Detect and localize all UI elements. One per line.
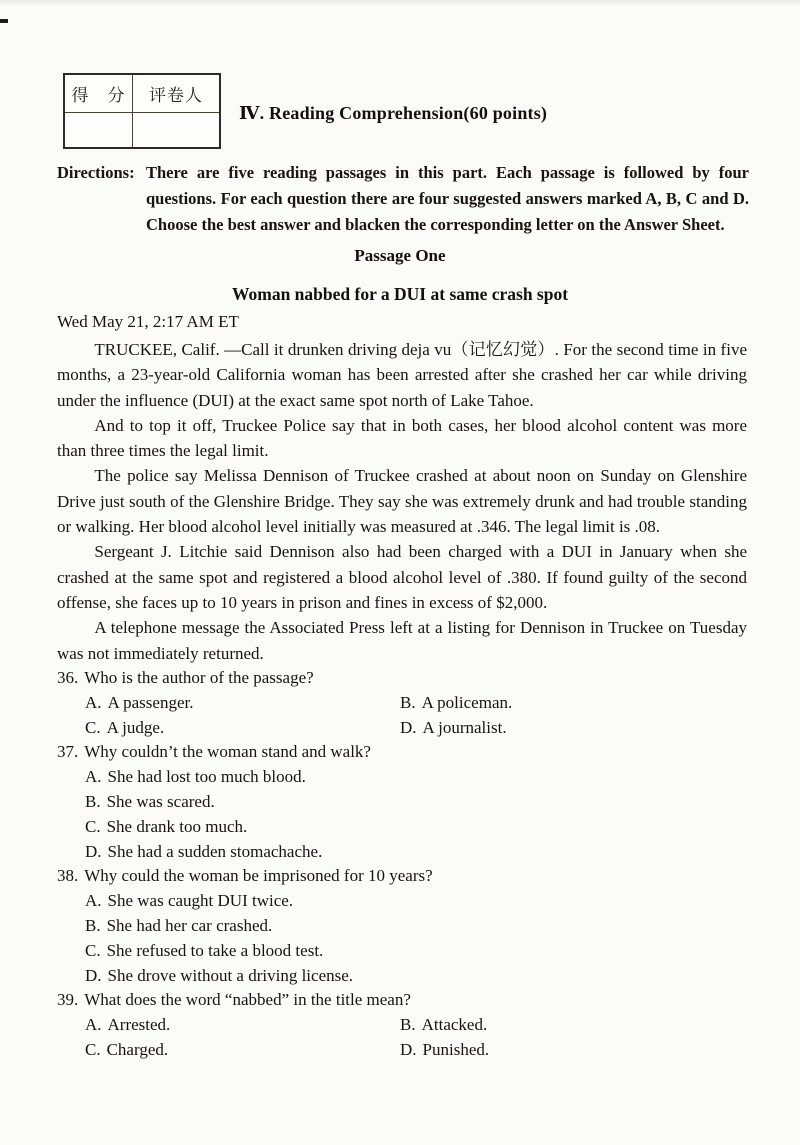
option-a — [85, 1013, 400, 1038]
option-row — [85, 716, 747, 741]
option-text: She was scared. — [106, 791, 215, 811]
option-label: B. — [400, 692, 416, 712]
article-paragraph-3: The police say Melissa Dennison of Truckee crashed at about noon on Sunday on Glenshire Drive just south of the Glenshire Bridge. They say she was extremely drunk and had trouble standing or walking. Her blood alcohol level initially was measured at .346. The legal limit is .08. — [57, 466, 747, 537]
option-b — [400, 1013, 487, 1038]
option-b — [85, 914, 747, 939]
question-options — [57, 765, 747, 864]
question-number: 38. — [57, 866, 79, 886]
score-value-cell — [65, 113, 133, 147]
option-a — [85, 765, 747, 790]
option-text: She had lost too much blood. — [107, 767, 306, 787]
question-options — [57, 691, 747, 741]
option-text: Attacked. — [421, 1015, 488, 1035]
question-text: Why couldn’t the woman stand and walk? — [84, 742, 371, 762]
passage-heading: Passage One — [354, 246, 446, 265]
option-label: B. — [400, 1015, 416, 1035]
directions-label: Directions: — [57, 163, 135, 182]
option-label: A. — [85, 1015, 102, 1035]
question-39 — [57, 988, 747, 1062]
option-d — [400, 716, 507, 741]
question-text: Who is the author of the passage? — [84, 668, 314, 687]
article-paragraph-1: TRUCKEE, Calif. —Call it drunken driving deja vu（记忆幻觉）. For the second time in five months, a 23-year-old California woman has been arrested after she crashed her car while driving under the influence (DUI) at the exact same spot north of Lake Tahoe. — [57, 340, 747, 410]
question-text: Why could the woman be imprisoned for 10 years? — [84, 866, 433, 886]
question-37 — [57, 740, 747, 864]
option-label: C. — [85, 816, 101, 836]
option-text: A journalist. — [422, 717, 507, 737]
option-label: A. — [85, 692, 102, 712]
question-number: 36. — [57, 668, 79, 687]
option-text: She drove without a driving license. — [107, 965, 354, 985]
option-label: C. — [85, 717, 101, 737]
question-36 — [57, 666, 747, 740]
option-text: She had a sudden stomachache. — [107, 841, 323, 861]
scan-edge-shade — [0, 0, 800, 6]
option-text: She drank too much. — [106, 816, 248, 836]
question-number: 39. — [57, 990, 79, 1010]
question-options — [57, 1013, 747, 1063]
option-label: A. — [85, 891, 102, 911]
option-d — [85, 964, 747, 989]
option-text: A judge. — [106, 717, 165, 737]
option-text: A passenger. — [107, 692, 194, 712]
option-text: Arrested. — [107, 1015, 171, 1035]
section-title: Ⅳ. Reading Comprehension(60 points) — [239, 103, 548, 123]
question-line — [57, 666, 747, 691]
article-paragraph-5: A telephone message the Associated Press left at a listing for Dennison in Truckee on Tuesday was not immediately returned. — [57, 618, 747, 663]
option-text: Punished. — [422, 1039, 490, 1059]
option-text: She refused to take a blood test. — [106, 940, 324, 960]
option-row — [85, 1013, 747, 1038]
option-text: She had her car crashed. — [106, 915, 273, 935]
option-a — [85, 691, 400, 716]
option-c — [85, 815, 747, 840]
score-table — [63, 73, 221, 149]
passage-title: Woman nabbed for a DUI at same crash spot — [231, 284, 569, 304]
option-label: B. — [85, 915, 101, 935]
option-text: A policeman. — [421, 692, 513, 712]
option-label: D. — [85, 965, 102, 985]
option-label: A. — [85, 767, 102, 787]
directions-text: There are five reading passages in this part. Each passage is followed by four questions. For each question there are four suggested answers marked A, B, C and D. Choose the best answer and blacken the corresponding letter on the Answer Sheet. — [146, 163, 749, 234]
question-number: 37. — [57, 742, 79, 762]
question-38 — [57, 864, 747, 988]
directions — [57, 160, 749, 238]
scan-artifact-mark — [0, 19, 8, 23]
option-row — [85, 1038, 747, 1063]
grader-value-cell — [133, 113, 219, 147]
option-label: D. — [400, 1039, 417, 1059]
option-row — [85, 691, 747, 716]
option-d — [400, 1038, 489, 1063]
question-line — [57, 988, 747, 1013]
option-label: D. — [85, 841, 102, 861]
option-label: C. — [85, 1039, 101, 1059]
article-paragraph-4: Sergeant J. Litchie said Dennison also had been charged with a DUI in January when she crashed at the same spot and registered a blood alcohol level of .380. If found guilty of the second offense, she faces up to 10 years in prison and fines in excess of $2,000. — [57, 542, 747, 612]
option-d — [85, 840, 747, 865]
article-paragraph-2: And to top it off, Truckee Police say that in both cases, her blood alcohol content was more than three times the legal limit. — [57, 415, 747, 461]
question-line — [57, 864, 747, 889]
score-label-cell: 得 分 — [65, 75, 133, 113]
option-b — [400, 691, 512, 716]
option-c — [85, 716, 400, 741]
option-label: D. — [400, 717, 417, 737]
questions-section — [57, 666, 747, 1063]
question-options — [57, 889, 747, 988]
option-a — [85, 889, 747, 914]
option-label: B. — [85, 791, 101, 811]
option-text: She was caught DUI twice. — [107, 891, 294, 911]
option-text: Charged. — [106, 1039, 169, 1059]
option-label: C. — [85, 940, 101, 960]
question-text: What does the word “nabbed” in the title mean? — [84, 990, 411, 1010]
dateline: Wed May 21, 2:17 AM ET — [57, 312, 239, 331]
article-body — [57, 337, 747, 666]
header-row — [63, 73, 547, 149]
question-line — [57, 740, 747, 765]
option-c — [85, 1038, 400, 1063]
grader-label-cell: 评卷人 — [133, 75, 219, 113]
option-c — [85, 939, 747, 964]
option-b — [85, 790, 747, 815]
